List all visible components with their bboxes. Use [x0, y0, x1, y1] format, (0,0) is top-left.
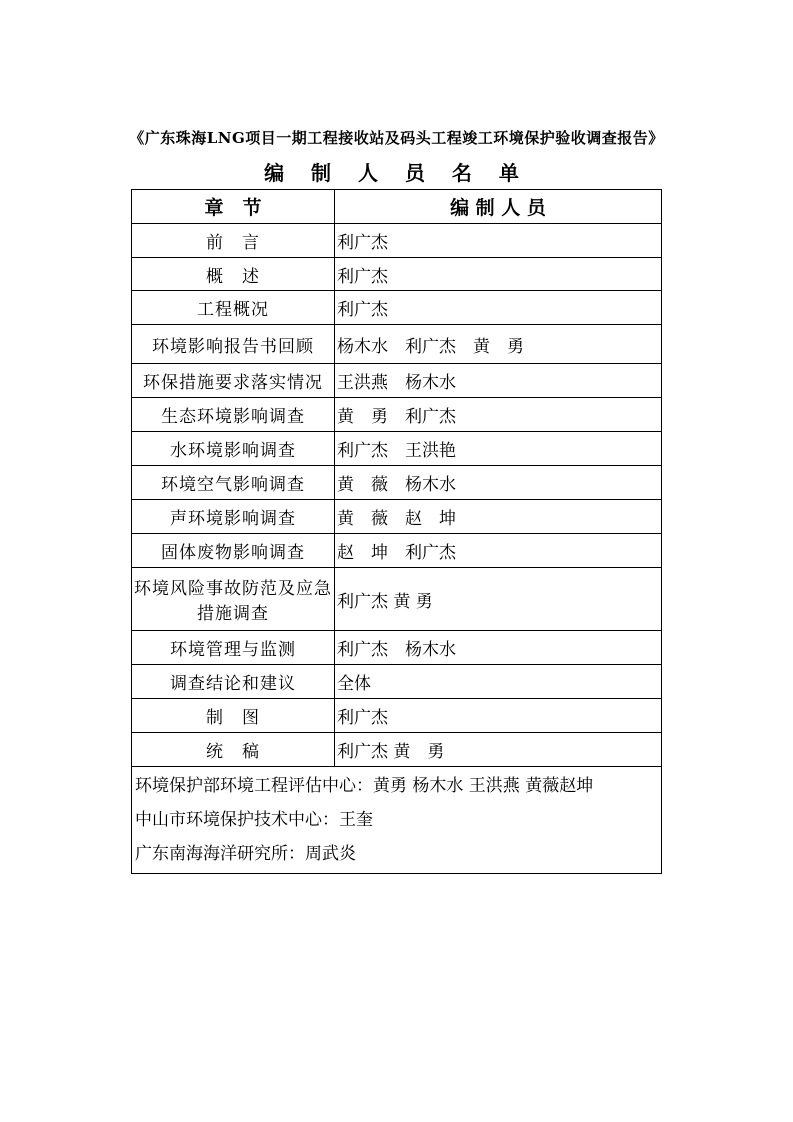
footer-line-evaluation-center: 环境保护部环境工程评估中心：黄勇 杨木水 王洪燕 黄薇赵坤	[135, 776, 594, 796]
table-row	[132, 534, 662, 568]
table-row	[132, 631, 662, 665]
staff-names-cell: 利广杰 王洪艳	[335, 432, 662, 466]
staff-names-cell: 黄 薇 杨木水	[335, 466, 662, 500]
section-cell: 环境影响报告书回顾	[132, 325, 335, 364]
table-row	[132, 568, 662, 631]
footer-cell	[132, 767, 662, 874]
footer-line-nanhai-institute: 广东南海海洋研究所：周武炎	[135, 844, 356, 864]
table-row	[132, 432, 662, 466]
footer-row	[132, 767, 662, 874]
table-row	[132, 699, 662, 733]
staff-names-cell: 利广杰	[335, 258, 662, 291]
section-cell: 环境管理与监测	[132, 631, 335, 665]
section-cell: 声环境影响调查	[132, 500, 335, 534]
header-staff: 编 制 人 员	[335, 190, 662, 224]
staff-names-cell: 全体	[335, 665, 662, 699]
table-row	[132, 291, 662, 325]
table-row	[132, 665, 662, 699]
section-cell: 生态环境影响调查	[132, 398, 335, 432]
header-section: 章 节	[132, 190, 335, 224]
staff-names-cell: 利广杰	[335, 224, 662, 258]
staff-table	[131, 189, 662, 874]
table-row	[132, 325, 662, 364]
staff-names-cell: 黄 薇 赵 坤	[335, 500, 662, 534]
staff-names-cell: 利广杰 黄 勇	[335, 733, 662, 767]
section-cell: 固体废物影响调查	[132, 534, 335, 568]
table-row	[132, 224, 662, 258]
staff-list-heading: 编 制 人 员 名 单	[264, 161, 529, 185]
footer-line-zhongshan-center: 中山市环境保护技术中心：王奎	[135, 810, 373, 830]
staff-names-cell: 赵 坤 利广杰	[335, 534, 662, 568]
staff-names-cell: 利广杰 杨木水	[335, 631, 662, 665]
table-header-row	[132, 190, 662, 224]
staff-names-cell: 利广杰 黄 勇	[335, 568, 662, 631]
staff-names-cell: 王洪燕 杨木水	[335, 364, 662, 398]
table-row	[132, 364, 662, 398]
table-row	[132, 466, 662, 500]
staff-names-cell: 利广杰	[335, 699, 662, 733]
section-cell: 概 述	[132, 258, 335, 291]
section-cell: 水环境影响调查	[132, 432, 335, 466]
section-cell: 制 图	[132, 699, 335, 733]
section-cell: 统 稿	[132, 733, 335, 767]
section-cell: 环境空气影响调查	[132, 466, 335, 500]
table-row	[132, 258, 662, 291]
table-row	[132, 733, 662, 767]
table-row	[132, 398, 662, 432]
staff-names-cell: 杨木水 利广杰 黄 勇	[335, 325, 662, 364]
section-cell: 前 言	[132, 224, 335, 258]
section-cell: 调查结论和建议	[132, 665, 335, 699]
section-cell: 工程概况	[132, 291, 335, 325]
section-cell: 环保措施要求落实情况	[132, 364, 335, 398]
section-cell: 环境风险事故防范及应急措施调查	[132, 568, 335, 631]
report-title: 《广东珠海LNG项目一期工程接收站及码头工程竣工环境保护验收调查报告》	[129, 129, 664, 147]
table-row	[132, 500, 662, 534]
staff-names-cell: 黄 勇 利广杰	[335, 398, 662, 432]
staff-names-cell: 利广杰	[335, 291, 662, 325]
